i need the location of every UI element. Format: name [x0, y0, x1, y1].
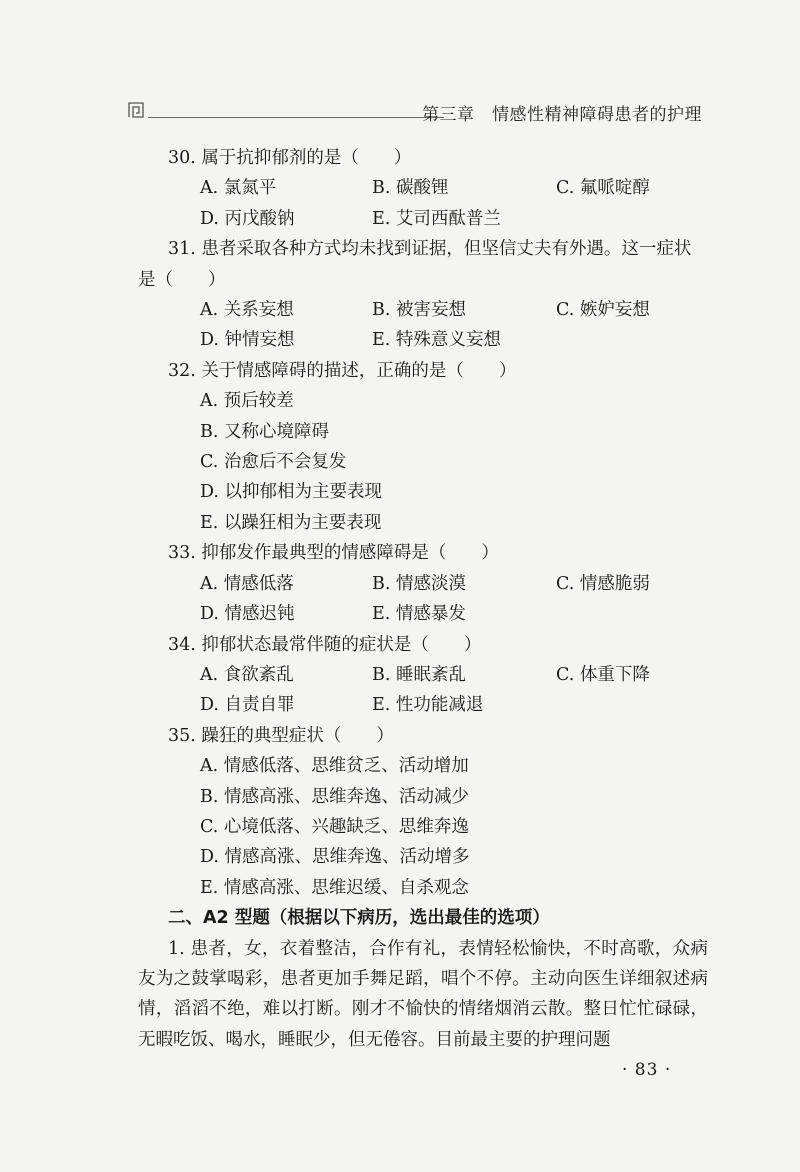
question-34	[138, 630, 708, 721]
option: A. 关系妄想	[200, 300, 294, 321]
options	[200, 386, 708, 538]
question-31	[138, 234, 708, 356]
option: E. 情感暴发	[372, 604, 466, 625]
options	[200, 173, 708, 234]
chapter-title: 第三章 情感性精神障碍患者的护理	[422, 105, 702, 125]
options	[200, 295, 708, 356]
page-number: · 83 ·	[622, 1060, 672, 1080]
option: B. 情感高涨、思维奔逸、活动减少	[200, 786, 469, 807]
corner-bracket-icon	[128, 102, 144, 118]
option: D. 丙戊酸钠	[200, 208, 295, 229]
options	[200, 751, 708, 903]
header-rule	[148, 117, 444, 118]
option: E. 情感高涨、思维迟缓、自杀观念	[200, 877, 469, 898]
option: C. 氟哌啶醇	[556, 178, 650, 199]
question-stem: 31. 患者采取各种方式均未找到证据，但坚信丈夫有外遇。这一症状是（ ）	[138, 239, 692, 290]
case-question-1: 1. 患者，女，衣着整洁，合作有礼，表情轻松愉快，不时高歌，众病友为之鼓掌喝彩，患者更加手舞足蹈，唱个不停。主动向医生详细叙述病情，滔滔不绝，难以打断。刚才不愉快的情绪烟消云散。整日忙忙碌碌，无暇吃饭、喝水，睡眠少，但无倦容。目前最主要的护理问题	[138, 938, 708, 1050]
option: E. 艾司西酞普兰	[372, 208, 501, 229]
question-32	[138, 356, 708, 538]
option: A. 情感低落	[200, 573, 294, 594]
option: D. 自责自罪	[200, 695, 295, 716]
question-stem: 35. 躁狂的典型症状（ ）	[168, 725, 394, 746]
option: E. 以躁狂相为主要表现	[200, 512, 382, 533]
option: C. 体重下降	[556, 664, 650, 685]
option: A. 氯氮平	[200, 178, 277, 199]
option: A. 预后较差	[200, 391, 294, 412]
option: B. 睡眠紊乱	[372, 664, 466, 685]
option: A. 食欲紊乱	[200, 664, 294, 685]
question-stem: 30. 属于抗抑郁剂的是（ ）	[168, 148, 412, 168]
option: C. 嫉妒妄想	[556, 300, 650, 321]
option: D. 以抑郁相为主要表现	[200, 482, 383, 503]
running-header	[128, 100, 702, 128]
question-30	[138, 143, 708, 234]
option: B. 碳酸锂	[372, 178, 449, 199]
option: D. 情感迟钝	[200, 604, 295, 625]
question-33	[138, 538, 708, 629]
options	[200, 569, 708, 630]
question-stem: 34. 抑郁状态最常伴随的症状是（ ）	[168, 634, 482, 655]
page-content	[138, 143, 708, 1055]
question-stem: 33. 抑郁发作最典型的情感障碍是（ ）	[168, 543, 499, 564]
option: C. 情感脆弱	[556, 573, 650, 594]
option: C. 心境低落、兴趣缺乏、思维奔逸	[200, 816, 469, 837]
option: B. 被害妄想	[372, 300, 466, 321]
option: A. 情感低落、思维贫乏、活动增加	[200, 756, 469, 777]
question-stem: 32. 关于情感障碍的描述，正确的是（ ）	[168, 360, 517, 381]
question-35	[138, 721, 708, 903]
option: E. 特殊意义妄想	[372, 330, 501, 351]
option: D. 情感高涨、思维奔逸、活动增多	[200, 847, 470, 868]
option: B. 又称心境障碍	[200, 421, 329, 442]
option: D. 钟情妄想	[200, 330, 295, 351]
options	[200, 660, 708, 721]
option: C. 治愈后不会复发	[200, 452, 347, 473]
option: B. 情感淡漠	[372, 573, 466, 594]
option: E. 性功能减退	[372, 695, 484, 716]
section-heading: 二、A2 型题（根据以下病历，选出最佳的选项）	[168, 908, 550, 929]
